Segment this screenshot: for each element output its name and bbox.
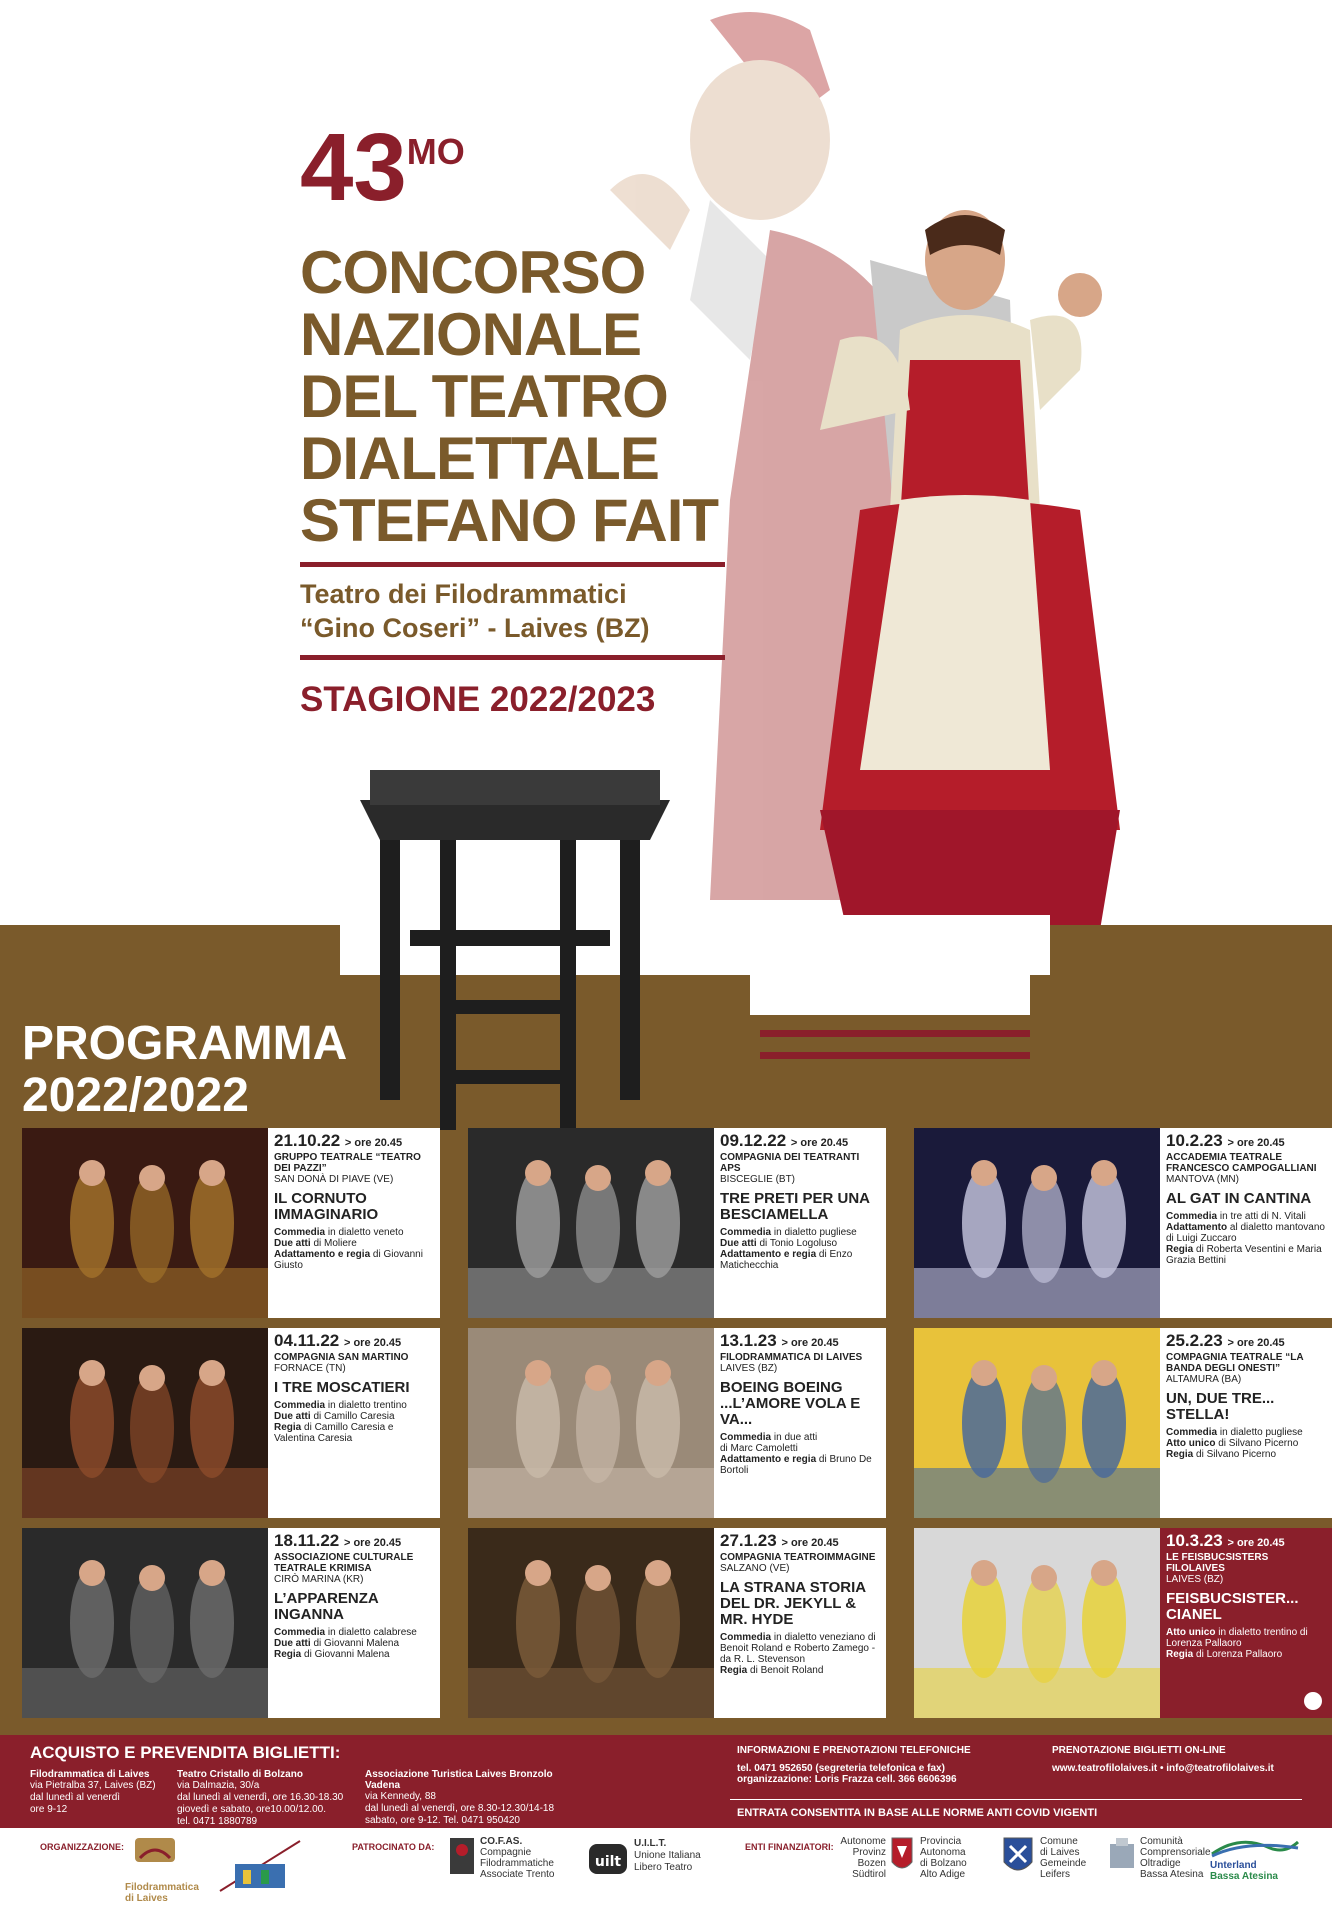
organization-label: ORGANIZZAZIONE: (40, 1842, 124, 1852)
contest-title (300, 239, 760, 554)
phone-info: tel. 0471 952650 (segreteria telefonica e fax) organizzazione: Loris Frazza cell. 366 6606396 (737, 1763, 957, 1785)
event-date: 21.10.22 > ore 20.45 (274, 1131, 403, 1150)
event-info (268, 1528, 440, 1718)
ticket-point: Teatro Cristallo di Bolzano via Dalmazia, 30/a dal lunedì al venerdì, ore 16.30-18.30 giovedì e sabato, ore10.00/12.00. tel. 0471 1880789 (177, 1769, 344, 1827)
event-title: BOEING BOEING ...L’AMORE VOLA E VA... (720, 1379, 861, 1428)
divider (300, 562, 725, 567)
stage-stripe (760, 1030, 1030, 1037)
stage-table (350, 770, 680, 1140)
event-time: > ore 20.45 (343, 1537, 402, 1549)
filodrammatica-logo (125, 1836, 185, 1880)
event-time: > ore 20.45 (343, 1337, 402, 1349)
title-line: NAZIONALE (300, 301, 641, 368)
event-photo (22, 1528, 268, 1718)
event-card (22, 1128, 440, 1318)
sponsor-strip (0, 1828, 1332, 1920)
event-date: 27.1.23 > ore 20.45 (720, 1531, 839, 1550)
event-place: LAIVES (BZ) (1166, 1574, 1224, 1585)
event-company: ACCADEMIA TEATRALE FRANCESCO CAMPOGALLIANI (1166, 1152, 1317, 1174)
event-company: COMPAGNIA SAN MARTINO (274, 1352, 409, 1363)
event-title: I TRE MOSCATIERI (274, 1379, 410, 1396)
event-info (714, 1528, 886, 1718)
event-card (914, 1328, 1332, 1518)
event-description: Commedia in dialetto calabrese Due atti di Giovanni Malena Regia di Giovanni Malena (274, 1627, 417, 1660)
event-description: Commedia in tre atti di N. Vitali Adattamento al dialetto mantovano di Luigi Zuccaro Regia di Roberta Vesentini e Maria Grazia Bettini (1166, 1211, 1325, 1266)
event-date: 04.11.22 > ore 20.45 (274, 1331, 402, 1350)
event-company: LE FEISBUCSISTERS FILOLAIVES (1166, 1552, 1269, 1574)
event-company: FILODRAMMATICA DI LAIVES (720, 1352, 863, 1363)
event-time: > ore 20.45 (1227, 1537, 1285, 1549)
event-description: Commedia in dialetto veneto Due atti di Moliere Adattamento e regia di Giovanni Giusto (274, 1227, 423, 1271)
phone-heading: INFORMAZIONI E PRENOTAZIONI TELEFONICHE (737, 1745, 971, 1756)
ticket-point: Associazione Turistica Laives Bronzolo Vadena via Kennedy, 88 dal lunedì al venerdì, ore 8.30-12.30/14-18 sabato, ore 9-12. Tel. 0471 950420 (365, 1769, 555, 1826)
event-card (468, 1128, 886, 1318)
covid-notice: ENTRATA CONSENTITA IN BASE ALLE NORME ANTI COVID VIGENTI (737, 1807, 1098, 1819)
event-place: LAIVES (BZ) (720, 1363, 778, 1374)
event-card (468, 1528, 886, 1718)
event-company: COMPAGNIA TEATRALE “LA BANDA DEGLI ONESTI” (1166, 1352, 1304, 1374)
event-description: Commedia in dialetto trentino Due atti di Camillo Caresia Regia di Camillo Caresia e Valentina Caresia (274, 1400, 407, 1444)
event-place: MANTOVA (MN) (1166, 1174, 1239, 1185)
funder-comunita: Comunità Comprensoriale Oltradige Bassa Atesina (1140, 1836, 1211, 1880)
online-heading: PRENOTAZIONE BIGLIETTI ON-LINE (1052, 1745, 1226, 1756)
ticket-point: Filodrammatica di Laives via Pietralba 37, Laives (BZ) dal lunedì al venerdì ore 9-12 (30, 1769, 156, 1815)
patronage-label: PATROCINATO DA: (352, 1842, 435, 1852)
title-line: DIALETTALE (300, 425, 659, 492)
divider (730, 1799, 1302, 1800)
event-title: FEISBUCSISTER... CIANEL (1166, 1590, 1299, 1623)
hero-title-block (300, 114, 760, 720)
marker-dot (1304, 1692, 1322, 1710)
stage-stripe (760, 1052, 1030, 1059)
event-photo (22, 1328, 268, 1518)
event-time: > ore 20.45 (1227, 1337, 1285, 1349)
online-link[interactable]: www.teatrofilolaives.it • info@teatrofilolaives.it (1052, 1763, 1274, 1774)
comunita-logo (1108, 1836, 1136, 1876)
event-place: SAN DONÀ DI PIAVE (VE) (274, 1174, 394, 1185)
unterland-logo (1210, 1834, 1300, 1858)
event-date: 10.3.23 > ore 20.45 (1166, 1531, 1285, 1550)
cofas-logo (448, 1836, 476, 1880)
event-place: ALTAMURA (BA) (1166, 1374, 1242, 1385)
cofas-name: CO.F.AS. Compagnie Filodrammatiche Associate Trento (480, 1836, 555, 1880)
event-title: AL GAT IN CANTINA (1166, 1190, 1312, 1207)
event-company: GRUPPO TEATRALE “TEATRO DEI PAZZI” (274, 1152, 421, 1174)
event-place: BISCEGLIE (BT) (720, 1174, 796, 1185)
event-card (914, 1528, 1332, 1718)
event-place: CIRÒ MARINA (KR) (274, 1574, 364, 1585)
theatre-logo (215, 1836, 305, 1896)
event-time: > ore 20.45 (781, 1537, 839, 1549)
event-info (1160, 1128, 1332, 1318)
event-title: LA STRANA STORIA DEL DR. JEKYLL & MR. HYDE (720, 1579, 866, 1628)
event-info (268, 1328, 440, 1518)
event-description: Commedia in dialetto pugliese Due atti di Tonio Logoluso Adattamento e regia di Enzo Matichecchia (720, 1227, 857, 1271)
event-title: TRE PRETI PER UNA BESCIAMELLA (720, 1190, 870, 1223)
season-label: STAGIONE 2022/2023 (300, 680, 656, 719)
funder-autonome-provinz: Autonome Provinz Bozen Südtirol (840, 1836, 886, 1880)
venue-line: Teatro dei Filodrammatici (300, 579, 627, 609)
event-card (468, 1328, 886, 1518)
event-date: 13.1.23 > ore 20.45 (720, 1331, 839, 1350)
event-photo (468, 1128, 714, 1318)
event-card (22, 1528, 440, 1718)
event-title: L’APPARENZA INGANNA (274, 1590, 379, 1623)
event-company: COMPAGNIA TEATROIMMAGINE (720, 1552, 876, 1563)
title-line: STEFANO FAIT (300, 487, 719, 554)
event-description: Atto unico in dialetto trentino di Lorenza Pallaoro Regia di Lorenza Pallaoro (1166, 1627, 1308, 1660)
edition-suffix: MO (406, 131, 465, 172)
event-title: UN, DUE TRE... STELLA! (1166, 1390, 1275, 1423)
event-photo (22, 1128, 268, 1318)
event-title: IL CORNUTO IMMAGINARIO (274, 1190, 379, 1223)
event-info (714, 1128, 886, 1318)
event-date: 09.12.22 > ore 20.45 (720, 1131, 849, 1150)
event-place: FORNACE (TN) (274, 1363, 346, 1374)
event-time: > ore 20.45 (1227, 1137, 1285, 1149)
title-line: DEL TEATRO (300, 363, 668, 430)
tickets-band (0, 1735, 1332, 1828)
event-photo (468, 1328, 714, 1518)
event-photo (914, 1328, 1160, 1518)
event-card (22, 1328, 440, 1518)
funder-provincia: Provincia Autonoma di Bolzano Alto Adige (920, 1836, 967, 1880)
tickets-heading: ACQUISTO E PREVENDITA BIGLIETTI: (30, 1743, 341, 1762)
event-card (914, 1128, 1332, 1318)
event-time: > ore 20.45 (344, 1137, 403, 1149)
venue-line: “Gino Coseri” - Laives (BZ) (300, 613, 650, 643)
provincia-coat-of-arms (890, 1836, 914, 1876)
event-date: 18.11.22 > ore 20.45 (274, 1531, 402, 1550)
laives-coat-of-arms (1000, 1836, 1036, 1880)
event-time: > ore 20.45 (790, 1137, 849, 1149)
event-info (1160, 1328, 1332, 1518)
svg-text:uilt: uilt (594, 1854, 622, 1870)
event-info (1160, 1528, 1332, 1718)
uilt-logo (585, 1834, 631, 1882)
event-description: Commedia in dialetto pugliese Atto unico di Silvano Picerno Regia di Silvano Picerno (1166, 1427, 1303, 1460)
event-company: COMPAGNIA DEI TEATRANTI APS (720, 1152, 860, 1174)
event-date: 25.2.23 > ore 20.45 (1166, 1331, 1285, 1350)
event-description: Commedia in dialetto veneziano di Benoit Roland e Roberto Zamego - da R. L. Stevenson Regia di Benoit Roland (720, 1632, 876, 1676)
event-info (714, 1328, 886, 1518)
uilt-name: U.I.L.T. Unione Italiana Libero Teatro (634, 1838, 701, 1873)
event-company: ASSOCIAZIONE CULTURALE TEATRALE KRIMISA (274, 1552, 414, 1574)
event-time: > ore 20.45 (781, 1337, 839, 1349)
program-heading: PROGRAMMA 2022/2022 (22, 1017, 348, 1122)
event-photo (468, 1528, 714, 1718)
organizer-name: Filodrammatica di Laives (125, 1882, 199, 1904)
divider (300, 655, 725, 660)
event-description: Commedia in due atti di Marc Camoletti Adattamento e regia di Bruno De Bortoli (720, 1432, 872, 1476)
event-photo (914, 1128, 1160, 1318)
event-date: 10.2.23 > ore 20.45 (1166, 1131, 1285, 1150)
funder-comune-laives: Comune di Laives Gemeinde Leifers (1040, 1836, 1087, 1880)
event-place: SALZANO (VE) (720, 1563, 790, 1574)
title-line: CONCORSO (300, 239, 646, 306)
funder-unterland: Unterland Bassa Atesina (1210, 1860, 1278, 1882)
funders-label: ENTI FINANZIATORI: (745, 1842, 834, 1852)
stage-step (750, 970, 1030, 1015)
edition-number: $43^{MO}$ (300, 114, 465, 221)
event-photo (914, 1528, 1160, 1718)
event-info (268, 1128, 440, 1318)
